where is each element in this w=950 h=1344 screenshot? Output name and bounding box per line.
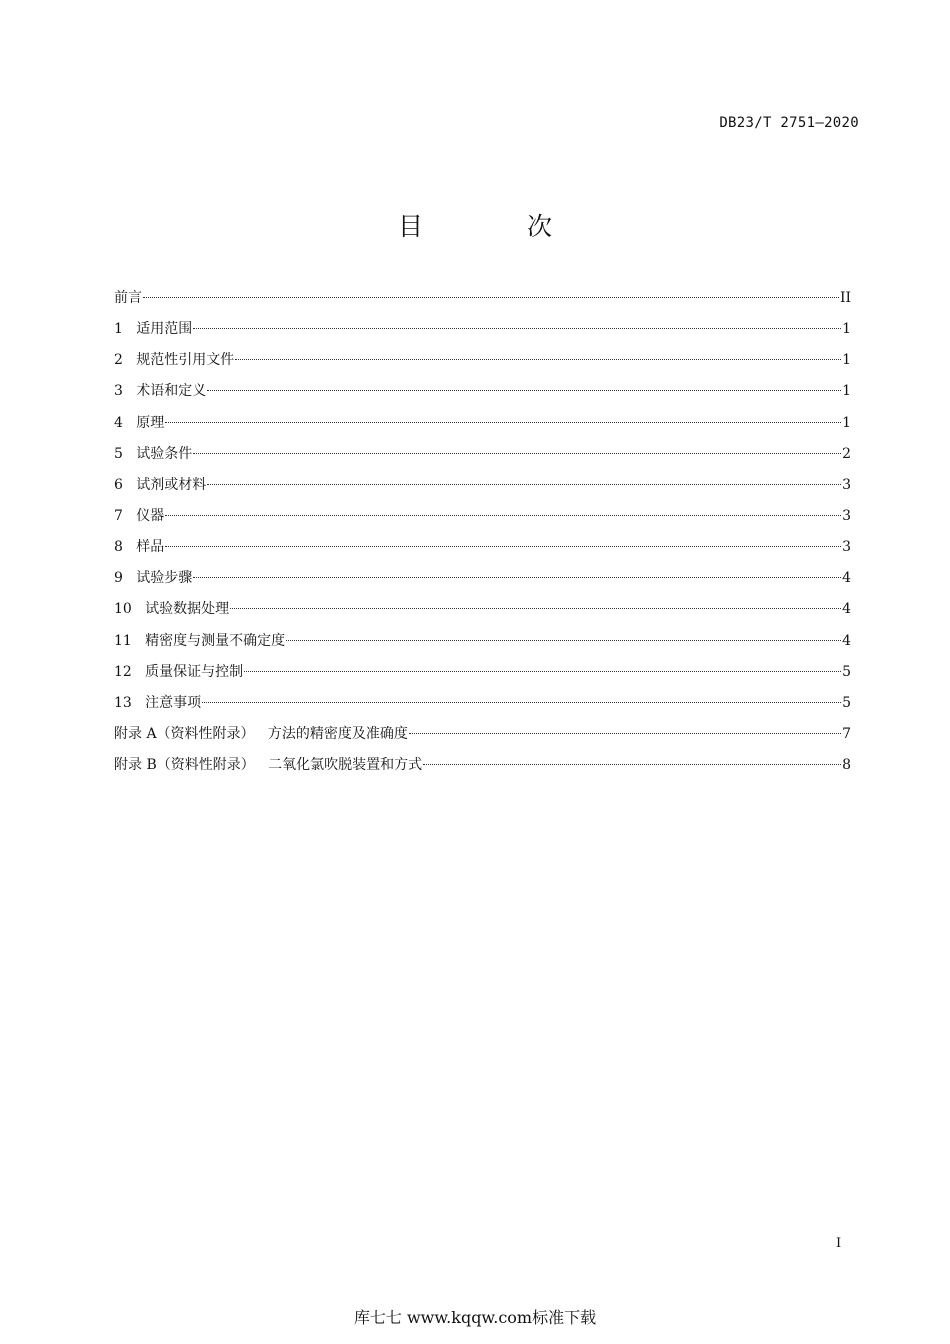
toc-entry-label: 12 质量保证与控制	[114, 663, 244, 680]
toc-dot-leader	[235, 359, 841, 360]
toc-entry-page: 7	[842, 725, 851, 742]
standard-number: DB23/T 2751—2020	[719, 115, 859, 131]
footer-watermark: 库七七 www.kqqw.com标准下载	[353, 1308, 597, 1327]
toc-entry[interactable]	[114, 719, 851, 750]
toc-entry-label: 4 原理	[114, 414, 165, 431]
toc-entry-page: 1	[842, 383, 851, 400]
toc-entry-page: 4	[842, 601, 851, 618]
toc-entry-label: 9 试验步骤	[114, 570, 193, 587]
toc-entry-page: 4	[842, 570, 851, 587]
toc-entry-label: 13 注意事项	[114, 694, 202, 711]
toc-entry-label: 3 术语和定义	[114, 383, 207, 400]
toc-entry[interactable]	[114, 314, 851, 345]
toc-entry-label: 11 精密度与测量不确定度	[114, 632, 286, 649]
toc-entry-label: 附录 B（资料性附录） 二氧化氯吹脱装置和方式	[114, 757, 423, 774]
page-title: 目 次	[398, 212, 600, 241]
toc-dot-leader	[207, 390, 841, 391]
toc-dot-leader	[244, 671, 841, 672]
toc-entry-label: 10 试验数据处理	[114, 601, 230, 618]
toc-entry-page: 5	[842, 663, 851, 680]
toc-entry[interactable]	[114, 408, 851, 439]
toc-dot-leader	[165, 546, 841, 547]
toc-entry-page: 5	[842, 694, 851, 711]
toc-entry-page: 3	[842, 539, 851, 556]
toc-entry[interactable]	[114, 750, 851, 781]
toc-entry[interactable]	[114, 345, 851, 376]
toc-entry-page: 2	[842, 445, 851, 462]
toc-entry-label: 6 试剂或材料	[114, 476, 207, 493]
toc-entry[interactable]	[114, 532, 851, 563]
toc-dot-leader	[202, 702, 841, 703]
toc-dot-leader	[165, 422, 841, 423]
toc-entry-label: 附录 A（资料性附录） 方法的精密度及准确度	[114, 725, 408, 742]
toc-entry[interactable]	[114, 563, 851, 594]
toc-entry-label: 8 样品	[114, 539, 165, 556]
toc-entry-label: 7 仪器	[114, 507, 165, 524]
toc-entry-page: 1	[842, 321, 851, 338]
page-number: I	[836, 1236, 842, 1251]
toc-entry[interactable]	[114, 594, 851, 625]
toc-dot-leader	[230, 608, 841, 609]
toc-entry-page: 1	[842, 352, 851, 369]
toc-entry-page: 4	[842, 632, 851, 649]
table-of-contents	[114, 283, 851, 781]
toc-entry-label: 2 规范性引用文件	[114, 352, 235, 369]
toc-entry-page: 3	[842, 507, 851, 524]
toc-dot-leader	[143, 297, 839, 298]
toc-entry[interactable]	[114, 283, 851, 314]
toc-entry[interactable]	[114, 439, 851, 470]
toc-entry[interactable]	[114, 626, 851, 657]
toc-entry-page: 1	[842, 414, 851, 431]
toc-dot-leader	[165, 515, 841, 516]
toc-dot-leader	[423, 764, 841, 765]
toc-entry[interactable]	[114, 501, 851, 532]
toc-entry-label: 前言	[114, 290, 142, 306]
toc-entry-label: 1 适用范围	[114, 321, 193, 338]
toc-dot-leader	[409, 733, 841, 734]
toc-entry-label: 5 试验条件	[114, 445, 193, 462]
toc-entry-page: II	[839, 290, 851, 306]
toc-entry[interactable]	[114, 470, 851, 501]
toc-dot-leader	[193, 453, 841, 454]
toc-dot-leader	[193, 328, 841, 329]
toc-entry-page: 8	[842, 757, 851, 774]
toc-dot-leader	[286, 640, 841, 641]
toc-entry-page: 3	[842, 476, 851, 493]
toc-entry[interactable]	[114, 657, 851, 688]
toc-entry[interactable]	[114, 376, 851, 407]
toc-dot-leader	[193, 577, 841, 578]
toc-entry[interactable]	[114, 688, 851, 719]
toc-dot-leader	[207, 484, 841, 485]
